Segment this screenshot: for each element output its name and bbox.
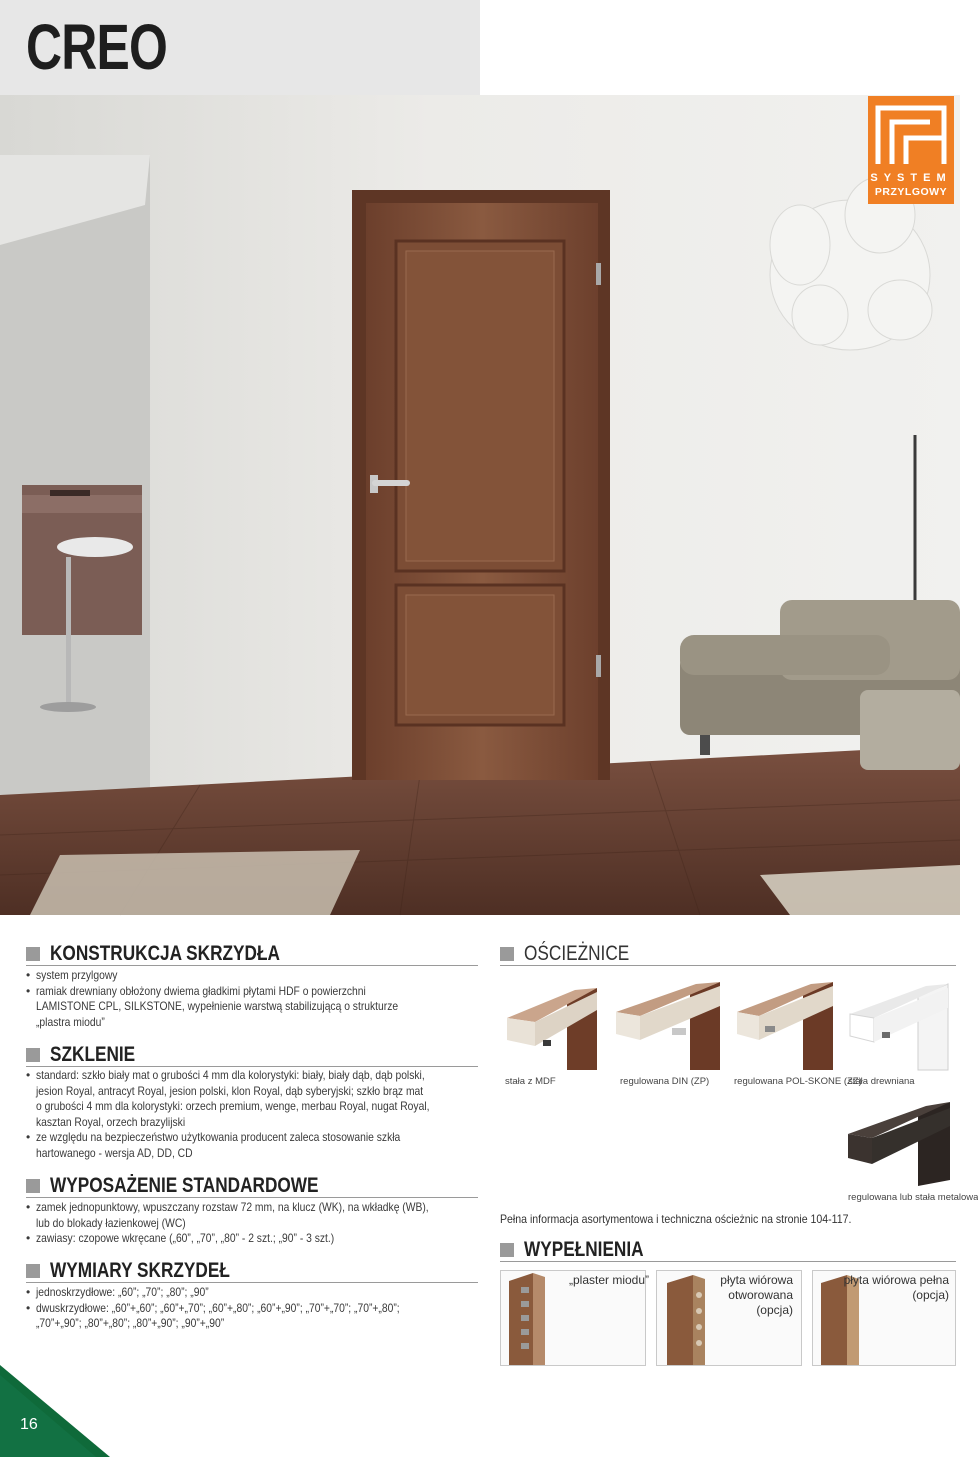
page-title: CREO: [26, 11, 168, 83]
wymiary-list: [26, 1285, 459, 1332]
frames-info-note: Pełna informacja asortymentowa i techniczna ościeżnic na stronie 104-117.: [500, 1212, 852, 1226]
door-frame-logo-icon: [874, 102, 948, 168]
frame-label: regulowana POL-SKONE (ZZ): [734, 1076, 862, 1087]
frame-pol-skone-image: [735, 980, 835, 1070]
section-heading-wypelnienia: WYPEŁNIENIA: [500, 1240, 956, 1262]
interior-illustration: [0, 95, 960, 915]
fill-caption: płyta wiórowa pełna (opcja): [843, 1273, 949, 1302]
list-item: • dwuskrzydłowe: „60”+„60”; „60”+„70”; „60”+„80”; „60”+„90”; „70”+„70”; „70”+„80”; „70”+„90”; „80”+„80”; „80”+„90”; „90”+„90”: [26, 1301, 459, 1332]
fill-box: [500, 1270, 650, 1366]
frame-label: stała drewniana: [848, 1076, 915, 1087]
frame-label: regulowana DIN (ZP): [620, 1076, 710, 1087]
logo-line-2: PRZYLGOWY: [874, 186, 948, 198]
fill-box: [812, 1270, 956, 1366]
frame-wooden-image: [848, 980, 954, 1070]
section-heading-wymiary: WYMIARY SKRZYDEŁ: [26, 1261, 478, 1283]
heading-square-icon: [26, 1179, 40, 1193]
list-item: • system przylgowy: [26, 968, 457, 984]
section-heading-wyposazenie: WYPOSAŻENIE STANDARDOWE: [26, 1176, 478, 1198]
heading-square-icon: [26, 1264, 40, 1278]
heading-square-icon: [26, 1048, 40, 1062]
list-item: • zawiasy: czopowe wkręcane („60”, „70”, „80” - 2 szt.; „90” - 3 szt.): [26, 1231, 493, 1247]
list-item: • zamek jednopunktowy, wpuszczany rozstaw 72 mm, na klucz (WK), na wkładkę (WB), lub do blokady łazienkowej (WC): [26, 1200, 493, 1231]
frame-label: regulowana lub stała metalowa: [848, 1192, 978, 1203]
list-item: • ramiak drewniany obłożony dwiema gładkimi płytami HDF o powierzchni LAMISTONE CPL, SILKSTONE, wypełnienie warstwą stabilizującą o strukturze „plastra miodu”: [26, 984, 457, 1031]
frame-mdf-image: [505, 980, 605, 1070]
heading-square-icon: [500, 947, 514, 961]
fill-caption: „plaster miodu”: [569, 1273, 650, 1287]
heading-square-icon: [26, 947, 40, 961]
list-item: • standard: szkło biały mat o grubości 4 mm dla kolorystyki: biały, biały dąb, dąb polski, jesion Royal, antracyt Royal, jesion polski, klon Royal, dąb syberyjski; szkło brąz mat o grubości 4 mm dla kolorystyki: orzech premium, wenge, merbau Royal, nugat Royal, kasztan Royal, orzech brazylijski: [26, 1068, 494, 1130]
section-heading-szklenie: SZKLENIE: [26, 1045, 478, 1067]
logo-line-1: SYSTEM: [870, 172, 952, 184]
page-corner-decoration: [0, 1365, 120, 1457]
heading-square-icon: [500, 1243, 514, 1257]
list-item: • jednoskrzydłowe: „60”; „70”; „80”; „90”: [26, 1285, 459, 1301]
section-heading-oscieznice: OŚCIEŻNICE: [500, 944, 956, 966]
frame-label: stała z MDF: [505, 1076, 556, 1087]
section-heading-konstrukcja: KONSTRUKCJA SKRZYDŁA: [26, 944, 478, 966]
system-przylgowy-logo: [868, 96, 954, 204]
wyposazenie-list: [26, 1200, 493, 1247]
fill-box: [656, 1270, 802, 1366]
konstrukcja-list: [26, 968, 457, 1030]
list-item: • ze względu na bezpieczeństwo użytkowania producent zaleca stosowanie szkła hartowanego - wersja AD, DD, CD: [26, 1130, 494, 1161]
szklenie-list: [26, 1068, 494, 1161]
frame-metal-image: [846, 1100, 954, 1186]
frame-din-image: [612, 980, 724, 1070]
page-number: 16: [20, 1416, 38, 1433]
fill-caption: płyta wiórowa otworowana (opcja): [720, 1273, 793, 1317]
hero-photo: [0, 95, 960, 915]
